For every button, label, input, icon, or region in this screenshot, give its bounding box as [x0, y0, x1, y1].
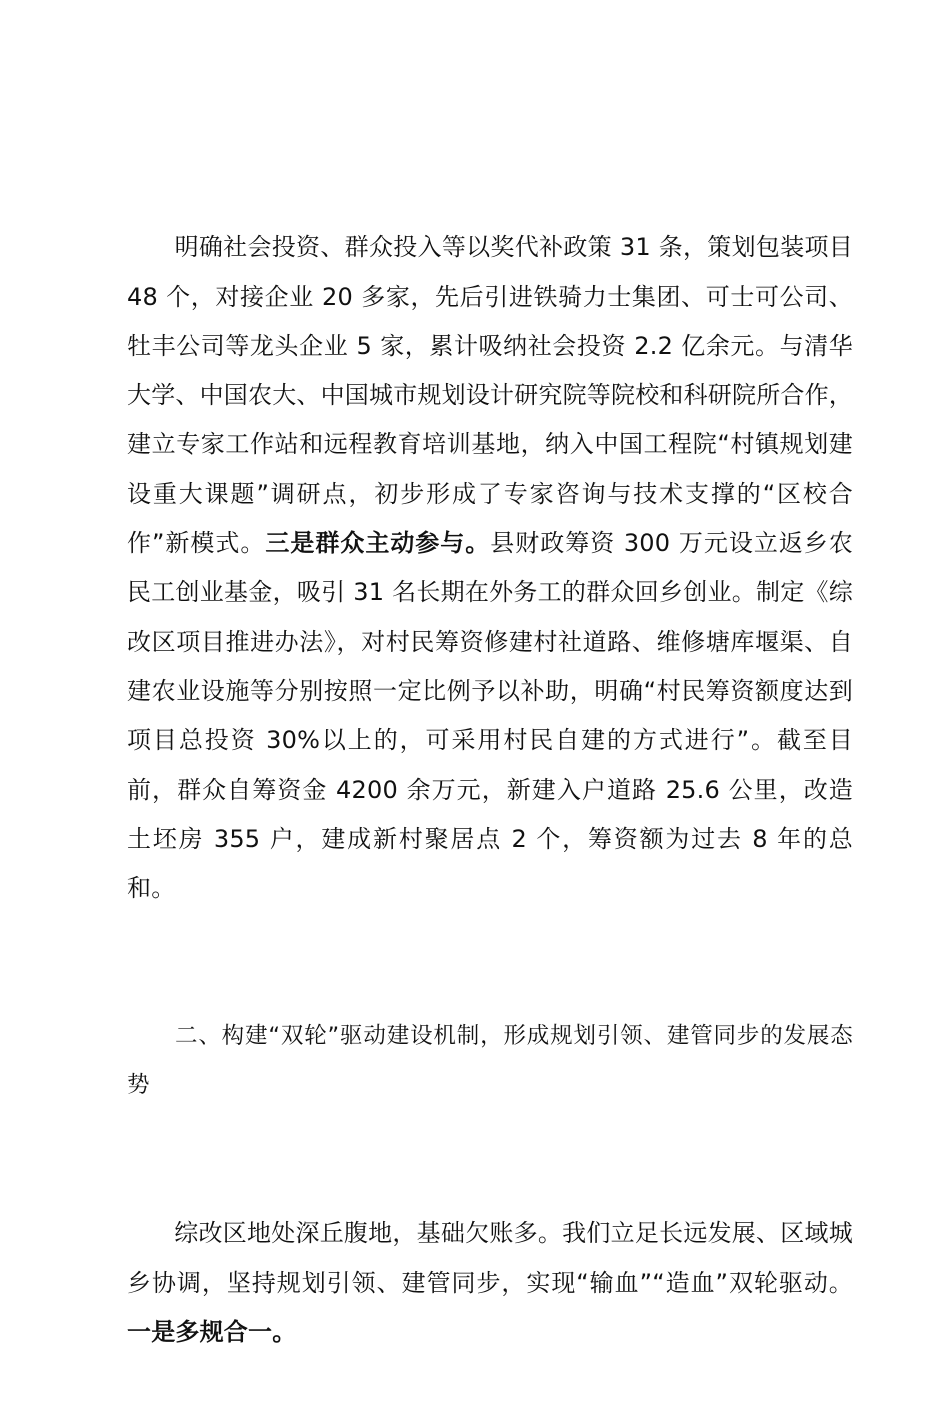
paragraph-planning-intro — [127, 1160, 853, 1406]
emphasis-heading-mass-participation: 三是群众主动参与。 — [265, 529, 491, 558]
paragraph-text: 县财政筹资 300 万元设立返乡农民工创业基金，吸引 31 名长期在外务工的群众回乡创业。制定《综改区项目推进办法》，对村民筹资修建村社道路、维修塘库堰渠、自建农业设施等分别按照一定比例予以补助，明确“村民筹资额度达到项目总投资 30%以上的，可采用村民自建的方式进行”。截至目前，群众自筹资金 4200 余万元，新建入户道路 25.6 公里，改造土坯房 355 户，建成新村聚居点 2 个，筹资额为过去 8 年的总和。 — [127, 529, 853, 903]
emphasis-heading-multi-plan: 一是多规合一。 — [127, 1317, 297, 1346]
paragraph-investment-and-participation — [127, 174, 861, 963]
section-heading-dual-wheel — [127, 963, 853, 1160]
body-text — [127, 174, 861, 1406]
section-heading-text: 二、构建“双轮”驱动建设机制，形成规划引领、建管同步的发展态势 — [127, 1023, 853, 1099]
paragraph-text: 明确社会投资、群众投入等以奖代补政策 31 条，策划包装项目 48 个，对接企业 20 多家，先后引进铁骑力士集团、可士可公司、牡丰公司等龙头企业 5 家，累计吸纳社会投资 2.2 亿余元。与清华大学、中国农大、中国城市规划设计研究院等院校和科研院所合作，建立专家工作站和远程教育培训基地，纳入中国工程院“村镇规划建设重大课题”调研点，初步形成了专家咨询与技术支撑的“区校合作”新模式。 — [127, 233, 861, 558]
paragraph-text: 综改区地处深丘腹地，基础欠账多。我们立足长远发展、区域城乡协调，坚持规划引领、建管同步，实现“输血”“造血”双轮驱动。 — [127, 1219, 853, 1297]
